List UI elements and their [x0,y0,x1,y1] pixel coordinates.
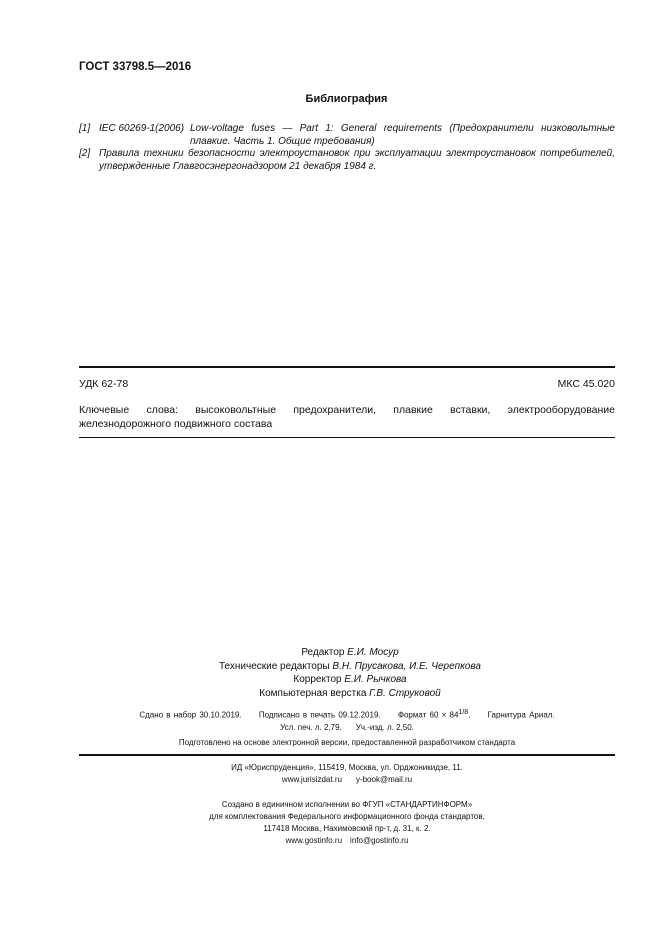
bibliography-title: Библиография [305,93,388,105]
reference-number: [1] [79,123,91,134]
created-note: Создано в единичном исполнении во ФГУП «СТАНДАРТИНФОРМ» [221,800,473,809]
credits [150,646,550,700]
credit-layout: Компьютерная верстка Г.В. Струковой [259,687,441,699]
keywords: Ключевые слова: высоковольтные предохранители, плавкие вставки, электрооборудование железнодорожного подвижного состава [79,404,615,430]
reference-text: Low-voltage fuses — Part 1: General requirements (Предохранители низковольтные плавкие. Часть 1. Общие требования) [190,123,615,147]
credit-tech-editors: Технические редакторы В.Н. Прусакова, И.Е. Черепкова [218,660,481,672]
gostinfo-website[interactable]: www.gostinfo.ru [285,836,343,845]
gostinfo-email[interactable]: info@gostinfo.ru [350,836,409,845]
footer [79,762,615,847]
prepared-note: Подготовлено на основе электронной версии, предоставленной разработчиком стандарта [178,738,516,747]
mks-code: МКС 45.020 [557,378,615,390]
reference-text: Правила техники безопасности электроустановок при эксплуатации электроустановок потребителей, утвержденные Главгосэнергонадзором 21 декабря 1984 г. [99,148,615,172]
divider [79,754,615,756]
credit-proofreader: Корректор Е.И. Рычкова [293,674,407,685]
reference-id: IEC 60269-1(2006) [99,123,185,134]
publishing-info: Сдано в набор 30.10.2019. Подписано в печать 09.12.2019. Формат $60 \times 84^{1/8}$. Гарнитура Ариал. [139,709,555,720]
udk-code: УДК 62-78 [79,378,129,390]
created-note: для комплектования Федерального информационного фонда стандартов, [209,812,485,821]
divider [79,437,615,438]
created-address: 117418 Москва, Нахимовский пр-т, д. 31, к. 2. [263,824,431,833]
publisher-address: ИД «Юриспруденция», 115419, Москва, ул. Орджоникидзе, 11. [231,763,463,772]
reference-number: [2] [79,148,91,159]
divider [79,366,615,368]
publisher-website[interactable]: www.jurisizdat.ru [281,775,342,784]
document-code: ГОСТ 33798.5—2016 [79,61,192,73]
sheet-info: Усл. печ. л. 2,79. Уч.-изд. л. 2,50. [280,723,414,732]
publisher-email[interactable]: y-book@mail.ru [355,775,413,784]
credit-editor: Редактор Е.И. Мосур [301,647,399,658]
format-fraction: 1/8 [458,709,469,716]
